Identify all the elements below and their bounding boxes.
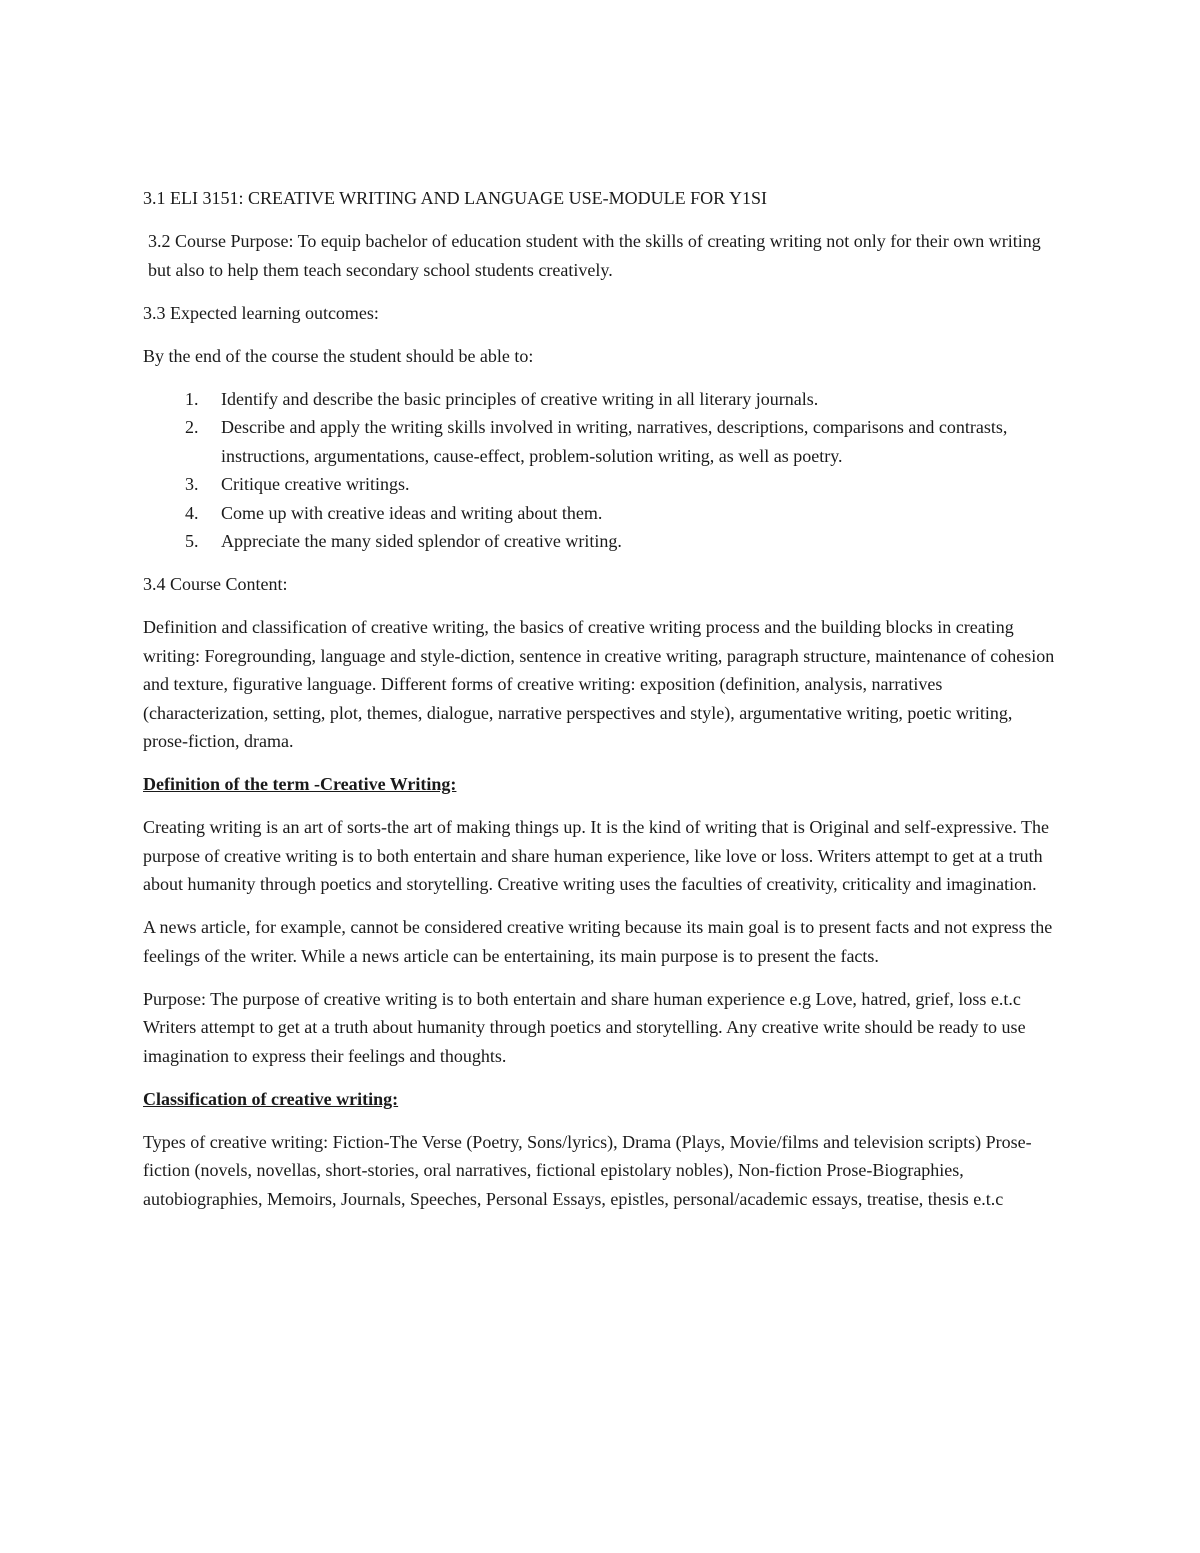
list-item — [143, 470, 1058, 499]
list-text: Appreciate the many sided splendor of creative writing. — [221, 531, 622, 551]
list-number: 1. — [185, 388, 199, 409]
outcomes-intro: By the end of the course the student should be able to: — [143, 345, 534, 366]
content-paragraph: Definition and classification of creative writing, the basics of creative writing process and the building blocks in creating writing: Foregrounding, language and style-diction, sentence in creative writing, paragraph structure, maintenance of cohesion and texture, figurative language. Different forms of creative writing: exposition (definition, analysis, narratives (characterization, setting, plot, themes, dialogue, narrative perspectives and style), argumentative writing, poetic writing, prose-fiction, drama. — [143, 617, 1055, 751]
content-heading: 3.4 Course Content: — [143, 574, 288, 594]
list-number: 2. — [185, 417, 199, 437]
course-purpose: 3.2 Course Purpose: To equip bachelor of education student with the skills of creating writing not only for their own writing but also to help them teach secondary school students creatively. — [148, 231, 1041, 280]
list-number: 4. — [185, 502, 199, 523]
list-item — [143, 499, 1058, 528]
classification-paragraph: Types of creative writing: Fiction-The Verse (Poetry, Sons/lyrics), Drama (Plays, Movie/films and television scripts) Prose-fiction (novels, novellas, short-stories, oral narratives, fictional epistolary nobles), Non-fiction Prose-Biographies, autobiographies, Memoirs, Journals, Speeches, Personal Essays, epistles, personal/academic essays, treatise, thesis e.t.c — [143, 1131, 1032, 1209]
document-page — [143, 184, 1058, 1228]
definition-heading: Definition of the term -Creative Writing: — [143, 774, 457, 794]
definition-paragraph-3: Purpose: The purpose of creative writing is to both entertain and share human experience e.g Love, hatred, grief, loss e.t.c Writers attempt to get at a truth about humanity through poetics and storytelling. Any creative write should be ready to use imagination to express their feelings and thoughts. — [143, 988, 1026, 1066]
classification-heading: Classification of creative writing: — [143, 1088, 399, 1109]
document-title: 3.1 ELI 3151: CREATIVE WRITING AND LANGUAGE USE-MODULE FOR Y1SI — [143, 188, 767, 208]
list-item — [143, 385, 1058, 414]
list-text: Identify and describe the basic principles of creative writing in all literary journals. — [221, 388, 819, 409]
definition-paragraph-2: A news article, for example, cannot be considered creative writing because its main goal is to present facts and not express the feelings of the writer. While a news article can be entertaining, its main purpose is to present the facts. — [143, 917, 1053, 966]
list-text: Come up with creative ideas and writing about them. — [221, 502, 603, 523]
list-item — [143, 413, 1058, 470]
list-item — [143, 527, 1058, 556]
list-number: 3. — [185, 474, 199, 494]
definition-paragraph-1: Creating writing is an art of sorts-the art of making things up. It is the kind of writing that is Original and self-expressive. The purpose of creative writing is to both entertain and share human experience, like love or loss. Writers attempt to get at a truth about humanity through poetics and storytelling. Creative writing uses the faculties of creativity, criticality and imagination. — [143, 817, 1049, 894]
outcomes-list — [143, 385, 1058, 556]
list-text: Describe and apply the writing skills involved in writing, narratives, descriptions, comparisons and contrasts, instructions, argumentations, cause-effect, problem-solution writing, as well as poetry. — [221, 417, 1008, 466]
outcomes-heading: 3.3 Expected learning outcomes: — [143, 302, 379, 323]
list-number: 5. — [185, 531, 199, 551]
list-text: Critique creative writings. — [221, 474, 410, 494]
